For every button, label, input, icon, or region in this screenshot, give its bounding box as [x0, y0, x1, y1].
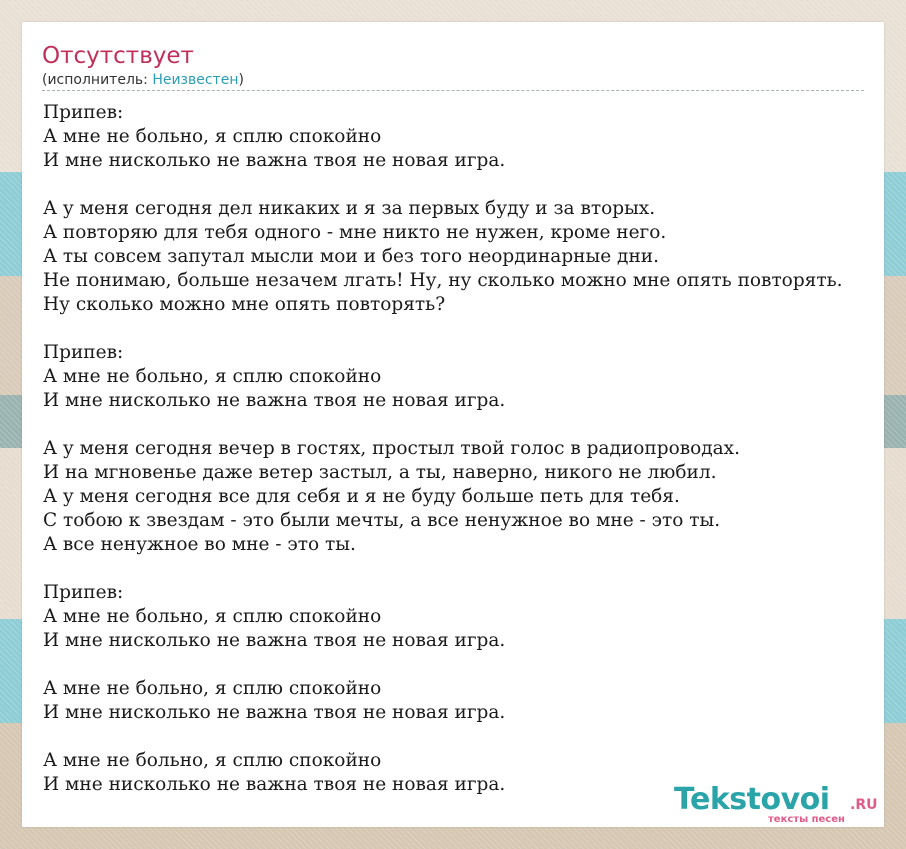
lyric-line: А все ненужное во мне - это ты. — [43, 534, 356, 555]
lyrics-card — [22, 22, 884, 827]
lyric-line: А мне не больно, я сплю спокойно — [43, 606, 382, 627]
lyric-blank-line — [43, 317, 906, 341]
lyric-line: А мне не больно, я сплю спокойно — [43, 678, 382, 699]
lyric-line: А повторяю для тебя одного - мне никто не нужен, кроме него. — [43, 222, 667, 243]
lyric-line: И на мгновенье даже ветер застыл, а ты, наверно, никого не любил. — [43, 462, 717, 483]
artist-link[interactable]: Неизвестен — [152, 72, 239, 88]
lyric-line: А мне не больно, я сплю спокойно — [43, 750, 382, 771]
site-logo[interactable] — [674, 783, 884, 827]
lyric-line: Припев: — [43, 582, 124, 603]
lyric-blank-line — [43, 653, 906, 677]
lyric-line: Не понимаю, больше незачем лгать! Ну, ну сколько можно мне опять повторять. — [43, 270, 843, 291]
logo-name: Tekstovoi — [674, 782, 830, 817]
lyric-line: А у меня сегодня вечер в гостях, простыл твой голос в радиопроводах. — [43, 438, 740, 459]
lyric-blank-line — [43, 173, 906, 197]
artist-line — [42, 71, 244, 89]
lyric-line: А ты совсем запутал мысли мои и без того неординарные дни. — [43, 246, 659, 267]
lyric-blank-line — [43, 725, 906, 749]
lyric-line: И мне нисколько не важна твоя не новая игра. — [43, 630, 506, 651]
artist-prefix: (исполнитель: — [42, 72, 153, 88]
title-divider — [42, 90, 864, 91]
lyric-line: И мне нисколько не важна твоя не новая игра. — [43, 774, 506, 795]
lyric-line: И мне нисколько не важна твоя не новая игра. — [43, 390, 506, 411]
song-title: Отсутствует — [42, 43, 194, 69]
lyric-line: С тобою к звездам - это были мечты, а все ненужное во мне - это ты. — [43, 510, 721, 531]
artist-suffix: ) — [238, 72, 244, 88]
lyric-line: А мне не больно, я сплю спокойно — [43, 366, 382, 387]
lyric-line: А у меня сегодня все для себя и я не буду больше петь для тебя. — [43, 486, 680, 507]
lyric-line: И мне нисколько не важна твоя не новая игра. — [43, 150, 506, 171]
lyric-line: А у меня сегодня дел никаких и я за первых буду и за вторых. — [43, 198, 656, 219]
lyric-line: Ну сколько можно мне опять повторять? — [43, 294, 446, 315]
lyric-blank-line — [43, 413, 906, 437]
lyric-blank-line — [43, 557, 906, 581]
lyric-line: А мне не больно, я сплю спокойно — [43, 126, 382, 147]
logo-tld: .RU — [850, 797, 878, 813]
lyric-line: Припев: — [43, 342, 124, 363]
lyric-line: И мне нисколько не важна твоя не новая игра. — [43, 702, 506, 723]
lyrics-text — [43, 101, 906, 797]
logo-tagline: тексты песен — [768, 814, 845, 825]
lyric-line: Припев: — [43, 102, 124, 123]
